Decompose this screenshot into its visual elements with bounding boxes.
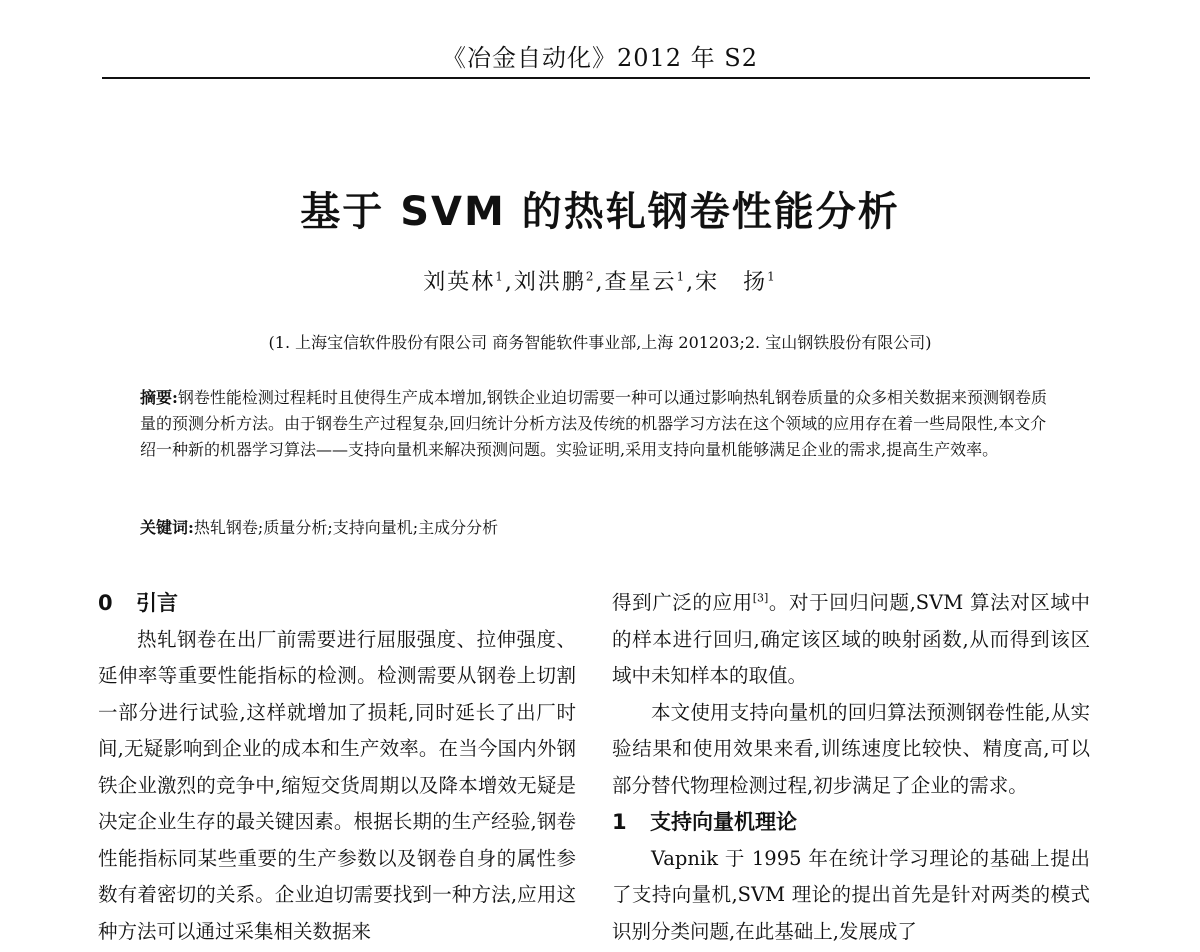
author-name: 查星云 bbox=[604, 270, 677, 295]
author-name: 宋 扬 bbox=[695, 270, 768, 295]
left-column bbox=[98, 585, 576, 950]
section-title: 引言 bbox=[136, 591, 178, 615]
author-separator: , bbox=[595, 270, 605, 295]
author-separator: , bbox=[686, 270, 696, 295]
author-separator: , bbox=[504, 270, 514, 295]
paper-title: 基于 SVM 的热轧钢卷性能分析 bbox=[300, 189, 900, 235]
paragraph bbox=[612, 585, 1090, 695]
author-name: 刘英林 bbox=[423, 270, 496, 295]
keywords-text: 热轧钢卷;质量分析;支持向量机;主成分分析 bbox=[193, 518, 499, 537]
paragraph: 本文使用支持向量机的回归算法预测钢卷性能,从实验结果和使用效果来看,训练速度比较快、精度高,可以部分替代物理检测过程,初步满足了企业的需求。 bbox=[612, 700, 1090, 797]
abstract bbox=[140, 385, 1060, 463]
affiliation-mark: 1 bbox=[495, 269, 505, 284]
author-name: 刘洪鹏 bbox=[513, 270, 586, 295]
section-title: 支持向量机理论 bbox=[650, 810, 797, 834]
affiliation-mark: 1 bbox=[676, 269, 687, 284]
keywords bbox=[140, 515, 1060, 541]
paragraph-text: 得到广泛的应用 bbox=[612, 591, 753, 614]
affiliations: (1. 上海宝信软件股份有限公司 商务智能软件事业部,上海 201203;2. 宝山钢铁股份有限公司) bbox=[268, 333, 932, 352]
section-number: 1 bbox=[612, 810, 627, 834]
keywords-label: 关键词: bbox=[140, 518, 194, 537]
section-heading bbox=[612, 804, 1090, 841]
journal-header: 《冶金自动化》2012 年 S2 bbox=[441, 44, 759, 72]
abstract-label: 摘要: bbox=[140, 388, 178, 407]
paragraph: 热轧钢卷在出厂前需要进行屈服强度、拉伸强度、延伸率等重要性能指标的检测。检测需要从钢卷上切割一部分进行试验,这样就增加了损耗,同时延长了出厂时间,无疑影响到企业的成本和生产效率。在当今国内外钢铁企业激烈的竞争中,缩短交货周期以及降本增效无疑是决定企业生存的最关键因素。根据长期的生产经验,钢卷性能指标同某些重要的生产参数以及钢卷自身的属性参数有着密切的关系。企业迫切需要找到一种方法,应用这种方法可以通过采集相关数据来 bbox=[98, 627, 576, 943]
right-column bbox=[612, 585, 1090, 950]
affiliation-mark: 1 bbox=[767, 269, 777, 284]
paragraph-text: 。对于回归问题,SVM 算法对区域中的样本进行回归,确定该区域的映射函数,从而得到该区域中未知样本的取值。 bbox=[612, 591, 1090, 687]
header-rule bbox=[102, 77, 1090, 79]
paragraph: Vapnik 于 1995 年在统计学习理论的基础上提出了支持向量机,SVM 理论的提出首先是针对两类的模式识别分类问题,在此基础上,发展成了 bbox=[612, 846, 1090, 943]
section-number: 0 bbox=[98, 591, 113, 615]
author-list bbox=[0, 265, 1200, 296]
section-heading bbox=[98, 585, 576, 622]
citation: [3] bbox=[752, 591, 769, 605]
abstract-text: 钢卷性能检测过程耗时且使得生产成本增加,钢铁企业迫切需要一种可以通过影响热轧钢卷质量的众多相关数据来预测钢卷质量的预测分析方法。由于钢卷生产过程复杂,回归统计分析方法及传统的机器学习方法在这个领域的应用存在着一些局限性,本文介绍一种新的机器学习算法——支持向量机来解决预测问题。实验证明,采用支持向量机能够满足企业的需求,提高生产效率。 bbox=[140, 388, 1048, 459]
affiliation-mark: 2 bbox=[585, 269, 596, 284]
